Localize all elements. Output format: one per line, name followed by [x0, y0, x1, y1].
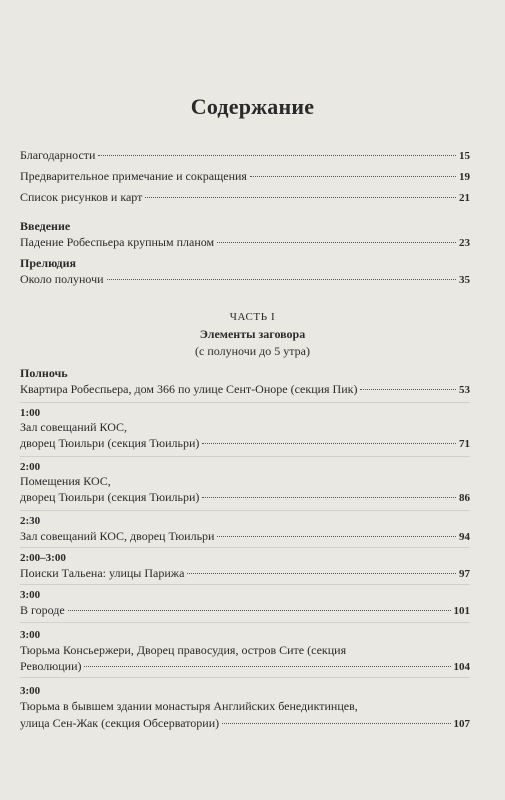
- leader-dots: [360, 389, 456, 390]
- toc-entry-introduction[interactable]: [20, 235, 470, 250]
- entry-time: 3:00: [20, 685, 41, 697]
- entry-page: 94: [459, 531, 470, 543]
- leader-dots: [250, 176, 456, 177]
- toc-entry-figures[interactable]: [20, 190, 470, 205]
- entry-time: 1:00: [20, 407, 41, 419]
- part-subtitle: (с полуночи до 5 утра): [195, 344, 310, 358]
- entry-page: 53: [459, 384, 470, 396]
- entry-label: В городе: [20, 603, 65, 617]
- leader-dots: [187, 573, 456, 574]
- toc-entry[interactable]: [20, 382, 470, 397]
- section-heading-prelude: Прелюдия: [20, 256, 77, 270]
- leader-dots: [84, 666, 450, 667]
- leader-dots: [202, 443, 456, 444]
- part-label: ЧАСТЬ I: [229, 311, 276, 323]
- leader-dots: [202, 497, 456, 498]
- entry-label: Революции): [20, 659, 82, 673]
- leader-dots: [98, 155, 456, 156]
- toc-entry[interactable]: [20, 716, 470, 731]
- separator: [20, 402, 470, 403]
- entry-label: Благодарности: [20, 148, 96, 162]
- entry-label-line: Помещения КОС,: [20, 474, 111, 488]
- entry-time: 2:00–3:00: [20, 552, 66, 564]
- toc-entry-acknowledgements[interactable]: [20, 148, 470, 163]
- entry-page: 97: [459, 568, 470, 580]
- entry-page: 104: [453, 661, 470, 673]
- entry-page: 19: [459, 171, 470, 183]
- entry-label: Поиски Тальена: улицы Парижа: [20, 566, 185, 580]
- entry-time: 3:00: [20, 589, 41, 601]
- entry-page: 21: [459, 192, 470, 204]
- entry-page: 101: [453, 605, 470, 617]
- entry-label-line: Тюрьма Консьержери, Дворец правосудия, остров Сите (секция: [20, 643, 347, 657]
- leader-dots: [217, 536, 456, 537]
- entry-label: дворец Тюильри (секция Тюильри): [20, 490, 200, 504]
- part-title: Элементы заговора: [199, 327, 306, 341]
- entry-label: дворец Тюильри (секция Тюильри): [20, 436, 200, 450]
- toc-entry-prelude[interactable]: [20, 272, 470, 287]
- entry-page: 86: [459, 492, 470, 504]
- leader-dots: [107, 279, 456, 280]
- section-heading-introduction: Введение: [20, 219, 71, 233]
- entry-time: 2:30: [20, 515, 41, 527]
- entry-label: улица Сен-Жак (секция Обсерватории): [20, 716, 220, 730]
- separator: [20, 622, 470, 623]
- entry-time: Полночь: [20, 366, 68, 380]
- entry-label-line: Зал совещаний КОС,: [20, 420, 128, 434]
- separator: [20, 510, 470, 511]
- entry-label: Список рисунков и карт: [20, 190, 143, 204]
- entry-label: Падение Робеспьера крупным планом: [20, 235, 215, 249]
- toc-entry-preface[interactable]: [20, 169, 470, 184]
- entry-page: 23: [459, 237, 470, 249]
- entry-label-line: Тюрьма в бывшем здании монастыря Английских бенедиктинцев,: [20, 699, 358, 713]
- entry-label: Около полуночи: [20, 272, 104, 286]
- toc-entry[interactable]: [20, 603, 470, 618]
- entry-page: 35: [459, 274, 470, 286]
- toc-entry[interactable]: [20, 490, 470, 505]
- entry-page: 15: [459, 150, 470, 162]
- separator: [20, 584, 470, 585]
- leader-dots: [217, 242, 456, 243]
- toc-entry[interactable]: [20, 436, 470, 451]
- toc-entry[interactable]: [20, 529, 470, 544]
- leader-dots: [222, 723, 450, 724]
- toc-entry[interactable]: [20, 659, 470, 674]
- entry-label: Предварительное примечание и сокращения: [20, 169, 247, 183]
- separator: [20, 677, 470, 678]
- entry-page: 107: [453, 718, 470, 730]
- leader-dots: [68, 610, 451, 611]
- page-title: Содержание: [190, 94, 315, 119]
- leader-dots: [145, 197, 456, 198]
- separator: [20, 456, 470, 457]
- toc-entry[interactable]: [20, 566, 470, 581]
- entry-page: 71: [459, 438, 470, 450]
- entry-time: 3:00: [20, 629, 41, 641]
- entry-time: 2:00: [20, 461, 41, 473]
- entry-label: Квартира Робеспьера, дом 366 по улице Сент-Оноре (секция Пик): [20, 382, 358, 396]
- separator: [20, 547, 470, 548]
- entry-label: Зал совещаний КОС, дворец Тюильри: [20, 529, 215, 543]
